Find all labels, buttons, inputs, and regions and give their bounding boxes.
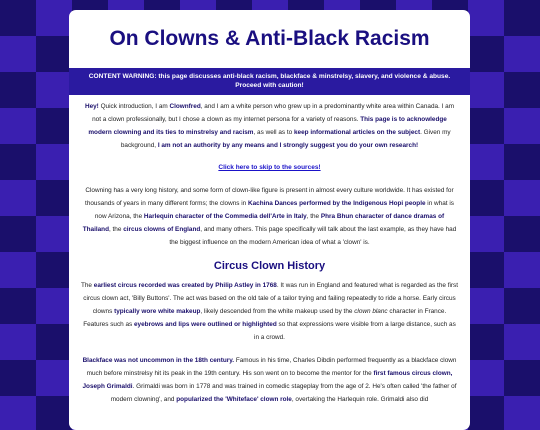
blackface-highlight: first famous circus clown, Joseph Grimaldi xyxy=(82,370,453,390)
history-text: , and many others. This page specifically will talk about the last example, as they have had the biggest influence on the modern American idea of what a 'clown' is. xyxy=(169,226,457,246)
blackface-text: Famous in his time, Charles Dibdin performed frequently as a blackface clown much before minstrelsy hit its peak in the 19th century. His son went on to become the mentor for the xyxy=(86,357,457,377)
circus-paragraph xyxy=(80,279,459,344)
intro-name: Clownfred xyxy=(169,103,201,110)
history-text: , the xyxy=(108,226,124,233)
circus-text: , likely descended from the white makeup used by the xyxy=(200,308,355,315)
history-highlight: Harlequin character of the Commedia dell'Arte in Italy xyxy=(143,213,307,220)
history-text: in what is now Arizona, the xyxy=(94,200,454,220)
intro-paragraph xyxy=(80,100,459,152)
content-warning-banner: CONTENT WARNING: this page discusses anti-black racism, blackface & minstrelsy, slavery, and violence & abuse. Proceed with caution! xyxy=(69,68,470,95)
history-text: Clowning has a very long history, and some form of clown-like figure is present in almost every culture worldwide. It has existed for thousands of years in many different forms; the clowns in xyxy=(85,187,454,207)
skip-link-wrapper xyxy=(80,162,459,174)
circus-text: so that expressions were visible from a large distance, such as in a crowd. xyxy=(254,321,456,341)
intro-greeting: Hey! xyxy=(84,103,99,110)
main-card xyxy=(69,10,470,430)
blackface-highlight: popularized the 'Whiteface' clown role xyxy=(176,396,292,403)
intro-purpose-2: keep informational articles on the subject xyxy=(294,129,421,136)
circus-highlight: earliest circus recorded was created by Philip Astley in 1768 xyxy=(93,282,277,289)
circus-term: clown blanc xyxy=(354,308,388,315)
intro-purpose: This page is to acknowledge modern clowning and its ties to minstrelsy and racism xyxy=(88,116,447,136)
history-highlight: Phra Bhun character of dance dramas of Thailand xyxy=(82,213,445,233)
intro-text: , and I am a white person who grew up in a predominantly white area within Canada. I am not a clown professionally, but I chose a clown as my internet persona for a variety of reasons. xyxy=(92,103,455,123)
blackface-highlight: Blackface was not uncommon in the 18th century. xyxy=(82,357,235,364)
article-content xyxy=(69,95,470,406)
intro-disclaimer: I am not an authority by any means and I strongly suggest you do your own research! xyxy=(157,142,419,149)
intro-text: , as well as to xyxy=(253,129,294,136)
blackface-text: . Grimaldi was born in 1778 and was trained in comedic stageplay from the age of 2. He's often called 'the father of modern clowning', and xyxy=(110,383,457,403)
skip-to-sources-link[interactable]: Click here to skip to the sources! xyxy=(218,164,321,171)
circus-highlight: eyebrows and lips were outlined or highlighted xyxy=(134,321,277,328)
circus-text: . It was run in England and featured what is regarded as the first circus clown act, 'Billy Buttons'. The act was based on the old tale of a tailor trying and failing repeatedly to ride a horse. Early circus clowns xyxy=(83,282,459,315)
section-heading-circus-history: Circus Clown History xyxy=(213,260,326,272)
history-paragraph xyxy=(80,184,459,249)
circus-text: The xyxy=(80,282,94,289)
blackface-paragraph xyxy=(80,354,459,406)
history-text: , the xyxy=(306,213,321,220)
intro-text: . Given my background, xyxy=(120,129,451,149)
intro-text: Quick introduction, I am xyxy=(98,103,170,110)
history-highlight: Kachina Dances performed by the Indigenous Hopi people xyxy=(247,200,426,207)
circus-text: character in France. Features such as xyxy=(83,308,447,328)
page-title: On Clowns & Anti-Black Racism xyxy=(109,27,430,50)
circus-highlight: typically wore white makeup xyxy=(114,308,201,315)
blackface-text: , overtaking the Harlequin role. Grimaldi also did xyxy=(291,396,429,403)
history-highlight: circus clowns of England xyxy=(123,226,201,233)
